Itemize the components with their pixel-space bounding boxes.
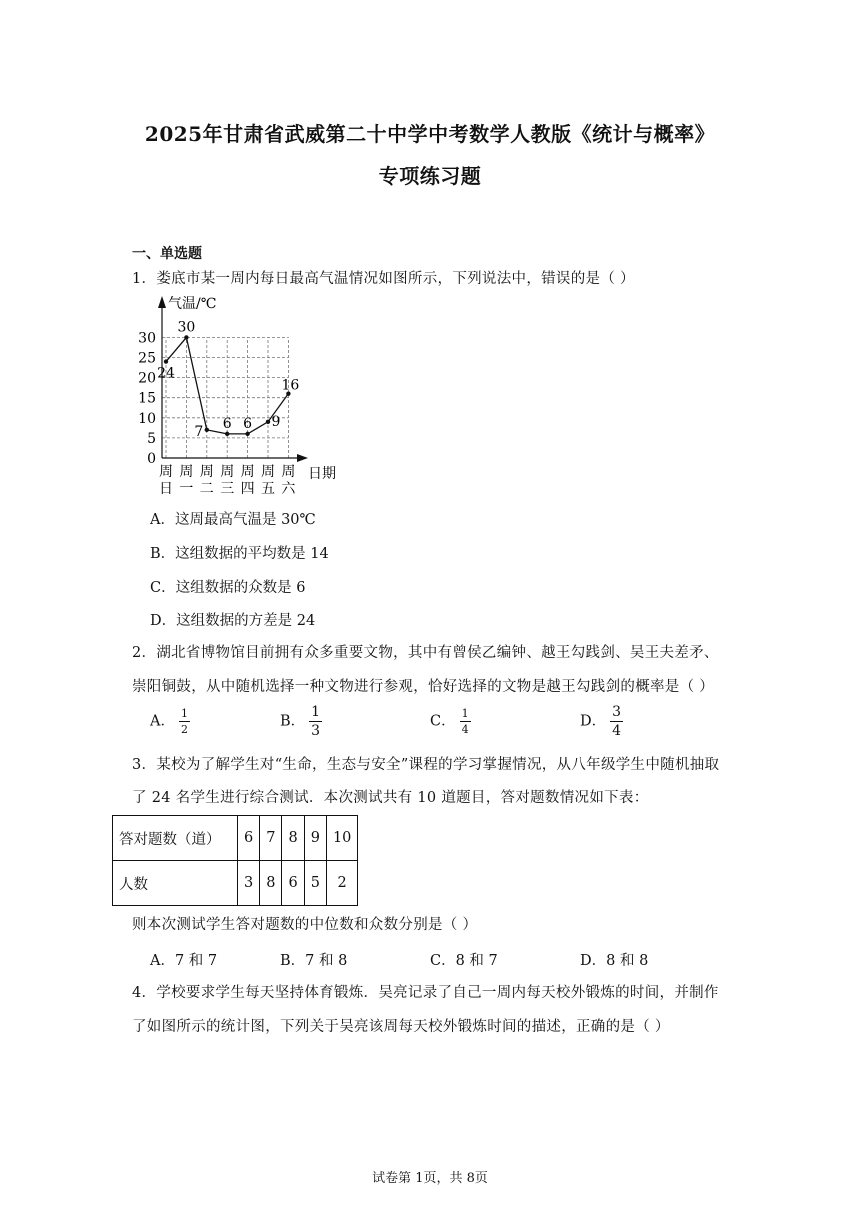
y-axis-label: 气温/℃ (168, 296, 217, 312)
x-tick-label: 周 (261, 464, 275, 480)
table-cell: 2 (326, 861, 357, 906)
x-tick-label: 周 (220, 464, 235, 480)
data-point (225, 432, 229, 436)
fraction-numerator: 1 (461, 707, 469, 720)
q2-option-a (150, 708, 190, 735)
y-tick-label: 0 (147, 451, 156, 467)
q2-option-b-label: B． (280, 713, 306, 730)
y-axis-arrow (158, 296, 166, 308)
y-tick-label: 25 (138, 350, 156, 367)
x-axis-arrow (297, 454, 308, 462)
question-2-line1: 2．湖北省博物馆目前拥有众多重要文物，其中有曾侯乙编钟、越王勾践剑、吴王夫差矛、 (132, 645, 719, 661)
fraction-denominator: 4 (612, 723, 622, 739)
x-axis-label: 日期 (308, 466, 336, 482)
question-1-text: 1．娄底市某一周内每日最高气温情况如图所示，下列说法中，错误的是（ ） (132, 271, 635, 287)
y-tick-label: 5 (147, 430, 156, 447)
page-footer: 试卷第 1页，共 8页 (372, 1171, 488, 1186)
page-title-line1: 2025年甘肃省武威第二十中学中考数学人教版《统计与概率》 (144, 122, 716, 146)
q2-option-d-fraction (610, 705, 623, 738)
fraction-denominator: 4 (461, 723, 469, 736)
q1-option-d: D．这组数据的方差是 24 (150, 613, 316, 629)
q3-option-b: B．7 和 8 (280, 953, 348, 969)
fraction-numerator: 1 (180, 707, 188, 720)
table-cell: 8 (260, 861, 282, 906)
x-tick-label: 周 (179, 464, 194, 480)
x-tick-label: 一 (179, 481, 194, 497)
data-label: 24 (157, 365, 175, 382)
q2-option-c-fraction (460, 708, 471, 735)
data-point (266, 420, 270, 424)
q3-option-d: D．8 和 8 (580, 953, 649, 969)
data-point (184, 335, 188, 339)
x-tick-label: 五 (261, 481, 275, 497)
q1-option-b: B．这组数据的平均数是 14 (150, 546, 329, 562)
question-2-line2: 崇阳铜鼓，从中随机选择一种文物进行参观，恰好选择的文物是越王勾践剑的概率是（ ） (132, 679, 715, 695)
data-label: 16 (281, 377, 300, 394)
fraction-numerator: 3 (612, 704, 622, 720)
x-tick-label: 周 (159, 464, 173, 480)
data-label: 7 (194, 423, 204, 440)
q2-option-a-fraction (179, 708, 190, 735)
y-tick-label: 20 (138, 370, 156, 387)
x-tick-label: 二 (199, 481, 214, 497)
q1-option-c: C．这组数据的众数是 6 (150, 580, 306, 596)
table-row-header: 人数 (113, 861, 238, 906)
y-tick-label: 30 (138, 330, 156, 347)
q2-option-c (430, 708, 471, 735)
table-cell: 6 (282, 861, 304, 906)
q2-option-d (580, 705, 623, 738)
x-tick-label: 三 (220, 481, 235, 497)
question-3-prompt: 则本次测试学生答对题数的中位数和众数分别是（ ） (132, 917, 478, 933)
q2-option-b-fraction (309, 705, 322, 738)
section-heading: 一、单选题 (132, 246, 202, 262)
table-row (113, 816, 358, 861)
q2-option-a-label: A． (150, 713, 175, 730)
chart-y-ticks (138, 330, 156, 467)
chart-grid (162, 337, 288, 458)
q2-option-c-label: C． (430, 713, 456, 730)
x-tick-label: 周 (199, 464, 214, 480)
question-4-line2: 了如图所示的统计图，下列关于吴亮该周每天校外锻炼时间的描述，正确的是（ ） (132, 1019, 670, 1035)
data-label: 9 (271, 413, 281, 430)
y-tick-label: 10 (138, 410, 156, 427)
x-tick-label: 周 (281, 464, 296, 480)
table-row (113, 861, 358, 906)
x-tick-label: 六 (281, 481, 296, 497)
chart-x-categories (159, 464, 296, 497)
q3-option-a: A．7 和 7 (150, 953, 218, 969)
q2-option-d-label: D． (580, 713, 607, 730)
table-cell: 9 (304, 816, 326, 861)
table-cell: 6 (238, 816, 260, 861)
fraction-denominator: 3 (311, 723, 321, 739)
table-cell: 7 (260, 816, 282, 861)
page-title-line2: 专项练习题 (378, 164, 482, 188)
q1-option-a: A．这周最高气温是 30℃ (150, 512, 316, 528)
table-cell: 10 (326, 816, 357, 861)
table-cell: 5 (304, 861, 326, 906)
temperature-line-chart (126, 292, 356, 502)
data-point (245, 432, 249, 436)
question-4-line1: 4．学校要求学生每天坚持体育锻炼．吴亮记录了自己一周内每天校外锻炼的时间，并制作 (132, 985, 719, 1001)
q2-option-b (280, 705, 322, 738)
y-tick-label: 15 (138, 390, 156, 407)
answer-count-table (112, 815, 358, 906)
x-tick-label: 四 (240, 481, 255, 497)
table-cell: 8 (282, 816, 304, 861)
data-point (205, 428, 209, 432)
data-point (164, 359, 168, 363)
x-tick-label: 日 (159, 481, 173, 497)
table-row-header: 答对题数（道） (113, 816, 238, 861)
x-tick-label: 周 (240, 464, 255, 480)
question-3-line1: 3．某校为了解学生对“生命，生态与安全”课程的学习掌握情况，从八年级学生中随机抽取 (132, 757, 720, 773)
question-3-line2: 了 24 名学生进行综合测试．本次测试共有 10 道题目，答对题数情况如下表： (132, 790, 649, 806)
table-cell: 3 (238, 861, 260, 906)
fraction-denominator: 2 (180, 723, 188, 736)
data-label: 6 (222, 415, 232, 432)
q3-option-c: C．8 和 7 (430, 953, 498, 969)
data-label: 30 (177, 319, 196, 336)
data-label: 6 (243, 415, 253, 432)
fraction-numerator: 1 (311, 704, 321, 720)
